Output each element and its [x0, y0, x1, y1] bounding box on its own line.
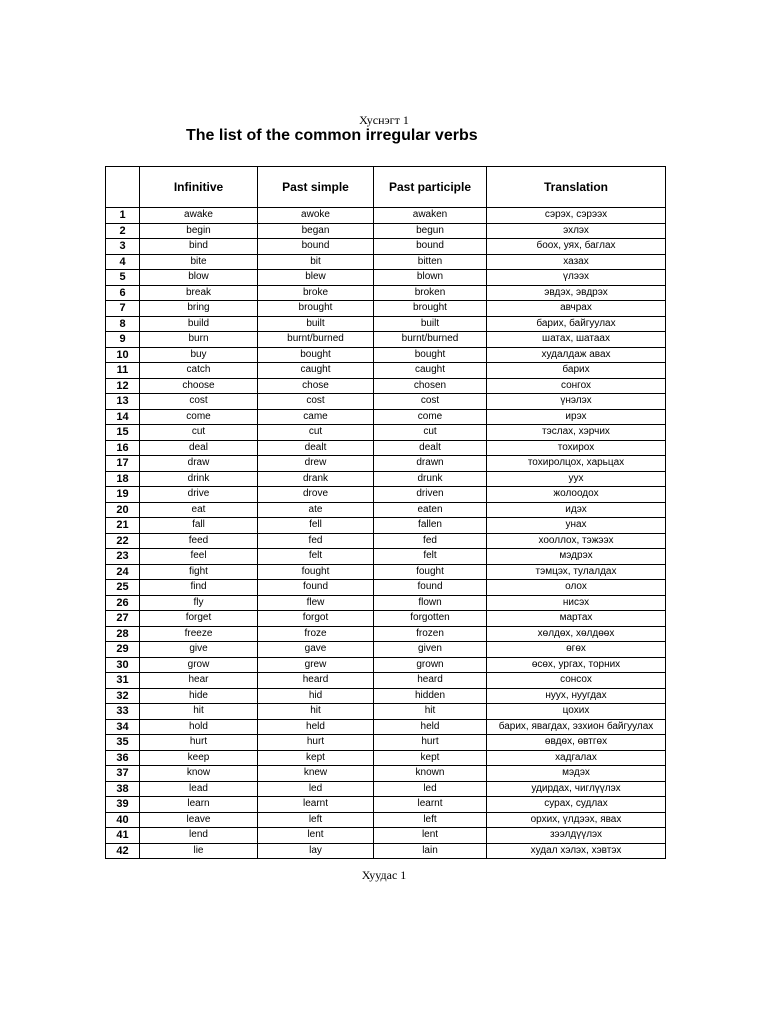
past-participle-cell: dealt	[374, 440, 487, 456]
translation-cell: орхих, үлдээх, явах	[487, 812, 666, 828]
column-header-number	[106, 167, 140, 208]
translation-cell: эвдэх, эвдрэх	[487, 285, 666, 301]
infinitive-cell: grow	[140, 657, 258, 673]
row-number: 7	[106, 301, 140, 317]
past-participle-cell: led	[374, 781, 487, 797]
past-simple-cell: drove	[258, 487, 374, 503]
table-row	[106, 394, 666, 410]
past-simple-cell: came	[258, 409, 374, 425]
past-participle-cell: built	[374, 316, 487, 332]
translation-cell: барих	[487, 363, 666, 379]
past-simple-cell: bit	[258, 254, 374, 270]
column-header-past-simple: Past simple	[258, 167, 374, 208]
row-number: 35	[106, 735, 140, 751]
translation-cell: тэслах, хэрчих	[487, 425, 666, 441]
infinitive-cell: deal	[140, 440, 258, 456]
table-row	[106, 595, 666, 611]
past-simple-cell: gave	[258, 642, 374, 658]
infinitive-cell: freeze	[140, 626, 258, 642]
table-row	[106, 456, 666, 472]
past-simple-cell: grew	[258, 657, 374, 673]
translation-cell: худалдаж авах	[487, 347, 666, 363]
past-participle-cell: bound	[374, 239, 487, 255]
table-row	[106, 688, 666, 704]
row-number: 19	[106, 487, 140, 503]
table-row	[106, 673, 666, 689]
translation-cell: хөлдөх, хөлдөөх	[487, 626, 666, 642]
infinitive-cell: blow	[140, 270, 258, 286]
past-simple-cell: hit	[258, 704, 374, 720]
table-row	[106, 533, 666, 549]
table-row	[106, 208, 666, 224]
past-simple-cell: bought	[258, 347, 374, 363]
table-row	[106, 502, 666, 518]
past-participle-cell: begun	[374, 223, 487, 239]
translation-cell: авчрах	[487, 301, 666, 317]
infinitive-cell: leave	[140, 812, 258, 828]
translation-cell: тохирох	[487, 440, 666, 456]
infinitive-cell: choose	[140, 378, 258, 394]
translation-cell: худал хэлэх, хэвтэх	[487, 843, 666, 859]
past-simple-cell: ate	[258, 502, 374, 518]
past-participle-cell: heard	[374, 673, 487, 689]
past-simple-cell: broke	[258, 285, 374, 301]
infinitive-cell: hold	[140, 719, 258, 735]
past-simple-cell: fed	[258, 533, 374, 549]
table-row	[106, 750, 666, 766]
infinitive-cell: come	[140, 409, 258, 425]
past-simple-cell: drank	[258, 471, 374, 487]
table-header-row	[106, 167, 666, 208]
table-row	[106, 254, 666, 270]
row-number: 12	[106, 378, 140, 394]
infinitive-cell: hide	[140, 688, 258, 704]
translation-cell: өвдөх, өвтгөх	[487, 735, 666, 751]
past-simple-cell: kept	[258, 750, 374, 766]
past-simple-cell: heard	[258, 673, 374, 689]
table-row	[106, 363, 666, 379]
translation-cell: сонгох	[487, 378, 666, 394]
row-number: 13	[106, 394, 140, 410]
translation-cell: сурах, судлах	[487, 797, 666, 813]
table-row	[106, 301, 666, 317]
infinitive-cell: bind	[140, 239, 258, 255]
infinitive-cell: bring	[140, 301, 258, 317]
row-number: 8	[106, 316, 140, 332]
table-row	[106, 642, 666, 658]
past-participle-cell: caught	[374, 363, 487, 379]
column-header-past-participle: Past participle	[374, 167, 487, 208]
infinitive-cell: give	[140, 642, 258, 658]
table-row	[106, 425, 666, 441]
table-row	[106, 735, 666, 751]
translation-cell: зээлдүүлэх	[487, 828, 666, 844]
infinitive-cell: awake	[140, 208, 258, 224]
infinitive-cell: lie	[140, 843, 258, 859]
translation-cell: өсөх, ургах, торних	[487, 657, 666, 673]
past-participle-cell: lain	[374, 843, 487, 859]
infinitive-cell: draw	[140, 456, 258, 472]
infinitive-cell: lend	[140, 828, 258, 844]
infinitive-cell: begin	[140, 223, 258, 239]
table-row	[106, 611, 666, 627]
row-number: 4	[106, 254, 140, 270]
past-participle-cell: brought	[374, 301, 487, 317]
past-participle-cell: lent	[374, 828, 487, 844]
past-participle-cell: driven	[374, 487, 487, 503]
table-row	[106, 549, 666, 565]
translation-cell: хадгалах	[487, 750, 666, 766]
translation-cell: ирэх	[487, 409, 666, 425]
past-simple-cell: chose	[258, 378, 374, 394]
translation-cell: хооллох, тэжээх	[487, 533, 666, 549]
translation-cell: сонсох	[487, 673, 666, 689]
past-participle-cell: hit	[374, 704, 487, 720]
row-number: 42	[106, 843, 140, 859]
past-simple-cell: lay	[258, 843, 374, 859]
infinitive-cell: catch	[140, 363, 258, 379]
translation-cell: барих, байгуулах	[487, 316, 666, 332]
table-row	[106, 843, 666, 859]
row-number: 28	[106, 626, 140, 642]
past-participle-cell: learnt	[374, 797, 487, 813]
past-simple-cell: began	[258, 223, 374, 239]
infinitive-cell: drink	[140, 471, 258, 487]
past-simple-cell: froze	[258, 626, 374, 642]
translation-cell: хазах	[487, 254, 666, 270]
row-number: 36	[106, 750, 140, 766]
past-simple-cell: built	[258, 316, 374, 332]
row-number: 24	[106, 564, 140, 580]
past-participle-cell: cost	[374, 394, 487, 410]
past-participle-cell: held	[374, 719, 487, 735]
past-participle-cell: left	[374, 812, 487, 828]
row-number: 25	[106, 580, 140, 596]
row-number: 23	[106, 549, 140, 565]
table-row	[106, 378, 666, 394]
past-participle-cell: grown	[374, 657, 487, 673]
row-number: 32	[106, 688, 140, 704]
table-row	[106, 347, 666, 363]
table-row	[106, 409, 666, 425]
infinitive-cell: fight	[140, 564, 258, 580]
row-number: 3	[106, 239, 140, 255]
past-simple-cell: cost	[258, 394, 374, 410]
irregular-verbs-table	[105, 166, 666, 859]
past-participle-cell: drawn	[374, 456, 487, 472]
past-participle-cell: blown	[374, 270, 487, 286]
past-simple-cell: flew	[258, 595, 374, 611]
infinitive-cell: cut	[140, 425, 258, 441]
translation-cell: мэдэх	[487, 766, 666, 782]
past-participle-cell: given	[374, 642, 487, 658]
past-participle-cell: fought	[374, 564, 487, 580]
translation-cell: үлээх	[487, 270, 666, 286]
past-participle-cell: flown	[374, 595, 487, 611]
table-row	[106, 223, 666, 239]
infinitive-cell: forget	[140, 611, 258, 627]
row-number: 26	[106, 595, 140, 611]
past-simple-cell: held	[258, 719, 374, 735]
table-caption: Хуснэгт 1	[359, 113, 409, 127]
infinitive-cell: break	[140, 285, 258, 301]
translation-cell: эхлэх	[487, 223, 666, 239]
table-row	[106, 518, 666, 534]
table-row	[106, 332, 666, 348]
row-number: 27	[106, 611, 140, 627]
infinitive-cell: hurt	[140, 735, 258, 751]
past-simple-cell: led	[258, 781, 374, 797]
row-number: 21	[106, 518, 140, 534]
translation-cell: шатах, шатаах	[487, 332, 666, 348]
row-number: 40	[106, 812, 140, 828]
past-participle-cell: frozen	[374, 626, 487, 642]
table-row	[106, 719, 666, 735]
row-number: 31	[106, 673, 140, 689]
translation-cell: олох	[487, 580, 666, 596]
table-row	[106, 704, 666, 720]
document-title: The list of the common irregular verbs	[186, 127, 478, 144]
past-simple-cell: dealt	[258, 440, 374, 456]
row-number: 18	[106, 471, 140, 487]
past-simple-cell: awoke	[258, 208, 374, 224]
infinitive-cell: bite	[140, 254, 258, 270]
past-simple-cell: left	[258, 812, 374, 828]
translation-cell: удирдах, чиглүүлэх	[487, 781, 666, 797]
row-number: 37	[106, 766, 140, 782]
table-row	[106, 657, 666, 673]
table-row	[106, 316, 666, 332]
past-participle-cell: awaken	[374, 208, 487, 224]
past-simple-cell: hurt	[258, 735, 374, 751]
infinitive-cell: drive	[140, 487, 258, 503]
translation-cell: уух	[487, 471, 666, 487]
translation-cell: нуух, нуугдах	[487, 688, 666, 704]
row-number: 20	[106, 502, 140, 518]
past-simple-cell: found	[258, 580, 374, 596]
past-participle-cell: come	[374, 409, 487, 425]
table-row	[106, 766, 666, 782]
past-participle-cell: kept	[374, 750, 487, 766]
table-row	[106, 285, 666, 301]
row-number: 5	[106, 270, 140, 286]
table-row	[106, 626, 666, 642]
row-number: 9	[106, 332, 140, 348]
translation-cell: унах	[487, 518, 666, 534]
past-participle-cell: felt	[374, 549, 487, 565]
past-participle-cell: bitten	[374, 254, 487, 270]
translation-cell: барих, явагдах, эзхион байгуулах	[487, 719, 666, 735]
table-row	[106, 270, 666, 286]
row-number: 2	[106, 223, 140, 239]
translation-cell: сэрэх, сэрээх	[487, 208, 666, 224]
past-simple-cell: felt	[258, 549, 374, 565]
infinitive-cell: learn	[140, 797, 258, 813]
table-row	[106, 812, 666, 828]
translation-cell: өгөх	[487, 642, 666, 658]
table-row	[106, 797, 666, 813]
past-simple-cell: learnt	[258, 797, 374, 813]
past-participle-cell: eaten	[374, 502, 487, 518]
infinitive-cell: feel	[140, 549, 258, 565]
infinitive-cell: know	[140, 766, 258, 782]
infinitive-cell: keep	[140, 750, 258, 766]
past-participle-cell: found	[374, 580, 487, 596]
infinitive-cell: feed	[140, 533, 258, 549]
translation-cell: боох, уях, баглах	[487, 239, 666, 255]
past-participle-cell: hidden	[374, 688, 487, 704]
past-simple-cell: hid	[258, 688, 374, 704]
past-simple-cell: forgot	[258, 611, 374, 627]
past-simple-cell: burnt/burned	[258, 332, 374, 348]
infinitive-cell: find	[140, 580, 258, 596]
translation-cell: жолоодох	[487, 487, 666, 503]
past-simple-cell: bound	[258, 239, 374, 255]
infinitive-cell: lead	[140, 781, 258, 797]
past-simple-cell: knew	[258, 766, 374, 782]
past-participle-cell: cut	[374, 425, 487, 441]
past-participle-cell: hurt	[374, 735, 487, 751]
table-row	[106, 487, 666, 503]
table-row	[106, 781, 666, 797]
translation-cell: идэх	[487, 502, 666, 518]
table-body	[106, 208, 666, 859]
infinitive-cell: eat	[140, 502, 258, 518]
table-row	[106, 239, 666, 255]
past-participle-cell: fed	[374, 533, 487, 549]
infinitive-cell: hit	[140, 704, 258, 720]
past-simple-cell: caught	[258, 363, 374, 379]
past-participle-cell: fallen	[374, 518, 487, 534]
past-participle-cell: drunk	[374, 471, 487, 487]
page-footer: Хуудас 1	[361, 868, 407, 882]
column-header-infinitive: Infinitive	[140, 167, 258, 208]
infinitive-cell: cost	[140, 394, 258, 410]
row-number: 15	[106, 425, 140, 441]
table-row	[106, 828, 666, 844]
past-simple-cell: fell	[258, 518, 374, 534]
row-number: 11	[106, 363, 140, 379]
row-number: 1	[106, 208, 140, 224]
translation-cell: мэдрэх	[487, 549, 666, 565]
past-participle-cell: chosen	[374, 378, 487, 394]
infinitive-cell: build	[140, 316, 258, 332]
past-simple-cell: lent	[258, 828, 374, 844]
row-number: 41	[106, 828, 140, 844]
past-participle-cell: burnt/burned	[374, 332, 487, 348]
infinitive-cell: burn	[140, 332, 258, 348]
infinitive-cell: buy	[140, 347, 258, 363]
table-row	[106, 564, 666, 580]
row-number: 39	[106, 797, 140, 813]
translation-cell: тэмцэх, тулалдах	[487, 564, 666, 580]
row-number: 38	[106, 781, 140, 797]
table-row	[106, 580, 666, 596]
past-participle-cell: bought	[374, 347, 487, 363]
past-participle-cell: forgotten	[374, 611, 487, 627]
past-participle-cell: known	[374, 766, 487, 782]
translation-cell: мартах	[487, 611, 666, 627]
translation-cell: үнэлэх	[487, 394, 666, 410]
row-number: 30	[106, 657, 140, 673]
row-number: 14	[106, 409, 140, 425]
row-number: 17	[106, 456, 140, 472]
past-simple-cell: fought	[258, 564, 374, 580]
infinitive-cell: fall	[140, 518, 258, 534]
translation-cell: нисэх	[487, 595, 666, 611]
past-simple-cell: cut	[258, 425, 374, 441]
row-number: 29	[106, 642, 140, 658]
past-participle-cell: broken	[374, 285, 487, 301]
column-header-translation: Translation	[487, 167, 666, 208]
past-simple-cell: blew	[258, 270, 374, 286]
past-simple-cell: drew	[258, 456, 374, 472]
table-row	[106, 440, 666, 456]
row-number: 16	[106, 440, 140, 456]
translation-cell: тохиролцох, харьцах	[487, 456, 666, 472]
infinitive-cell: fly	[140, 595, 258, 611]
row-number: 33	[106, 704, 140, 720]
translation-cell: цохих	[487, 704, 666, 720]
past-simple-cell: brought	[258, 301, 374, 317]
row-number: 22	[106, 533, 140, 549]
row-number: 10	[106, 347, 140, 363]
table-row	[106, 471, 666, 487]
row-number: 34	[106, 719, 140, 735]
row-number: 6	[106, 285, 140, 301]
infinitive-cell: hear	[140, 673, 258, 689]
